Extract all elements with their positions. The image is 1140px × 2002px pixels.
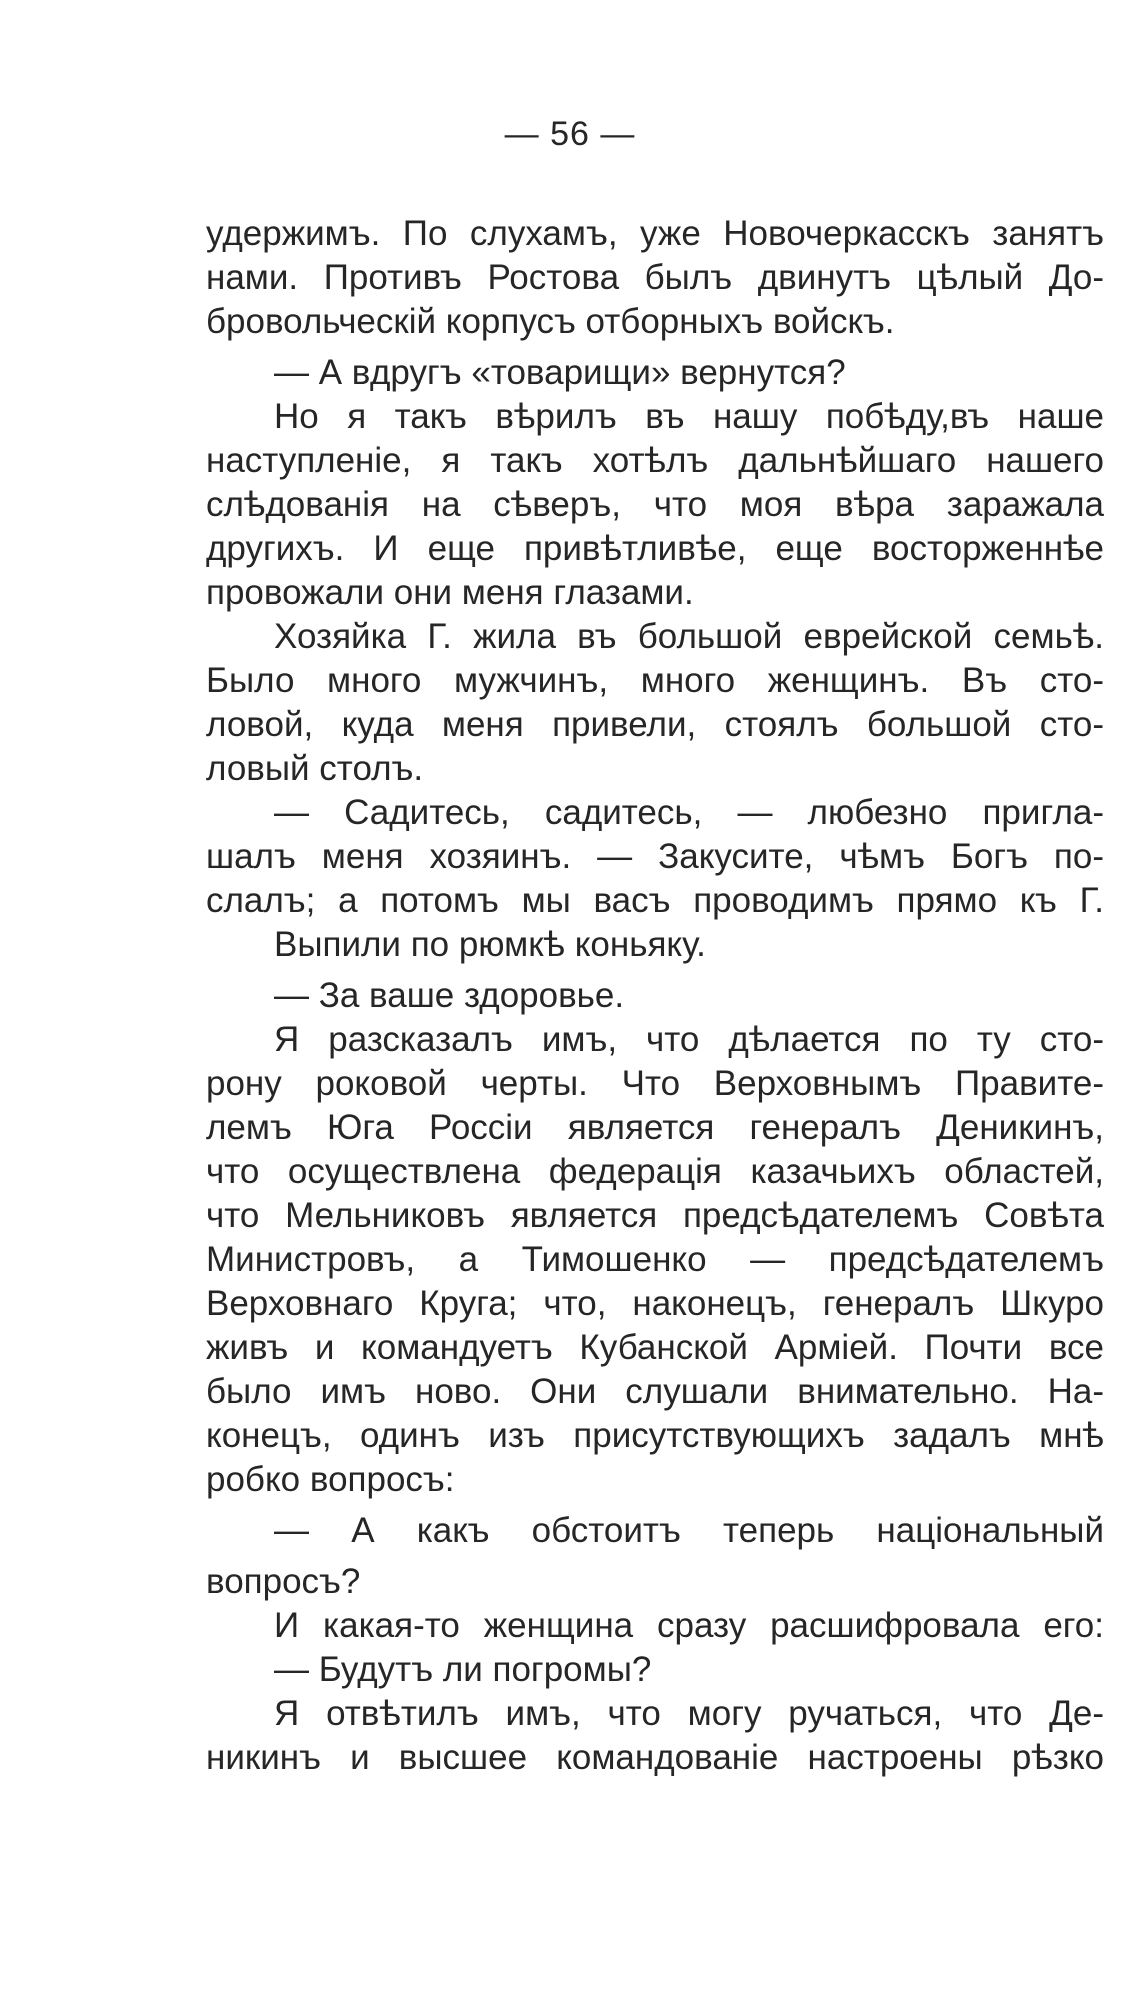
- text-line: никинъ и высшее командованіе настроены рѣзко: [206, 1738, 1104, 1777]
- body-text: [206, 212, 1104, 1780]
- text-line: наступленіе, я такъ хотѣлъ дальнѣйшаго нашего: [206, 441, 1104, 480]
- text-line: слѣдованія на сѣверъ, что моя вѣра заражала: [206, 485, 1104, 524]
- text-line: что Мельниковъ является предсѣдателемъ Совѣта: [206, 1196, 1104, 1235]
- text-line: Я отвѣтилъ имъ, что могу ручаться, что Де-: [274, 1694, 1104, 1733]
- text-line: — Садитесь, садитесь, — любезно пригла-: [274, 793, 1104, 832]
- text-line: вопросъ?: [206, 1562, 361, 1601]
- text-line: удержимъ. По слухамъ, уже Новочеркасскъ занятъ: [206, 214, 1104, 253]
- text-line: живъ и командуетъ Кубанской Арміей. Почти все: [206, 1328, 1104, 1367]
- text-line: ловый столъ.: [206, 749, 424, 788]
- text-line: Я разсказалъ имъ, что дѣлается по ту сто-: [274, 1020, 1104, 1059]
- text-line: нами. Противъ Ростова былъ двинутъ цѣлый До-: [206, 258, 1104, 297]
- text-line: Верховнаго Круга; что, наконецъ, генералъ Шкуро: [206, 1284, 1104, 1323]
- text-line: — Будутъ ли погромы?: [274, 1650, 652, 1689]
- text-line: провожали они меня глазами.: [206, 573, 694, 612]
- text-line: — А вдругъ «товарищи» вернутся?: [274, 353, 846, 392]
- text-line: — А какъ обстоитъ теперь національный: [274, 1511, 1104, 1550]
- text-line: ловой, куда меня привели, стоялъ большой сто-: [206, 705, 1104, 744]
- text-line: робко вопросъ:: [206, 1460, 455, 1499]
- text-line: было имъ ново. Они слушали внимательно. На-: [206, 1372, 1104, 1411]
- text-line: конецъ, одинъ изъ присутствующихъ задалъ мнѣ: [206, 1416, 1104, 1455]
- text-line: И какая-то женщина сразу расшифровала его:: [274, 1606, 1104, 1645]
- text-line: Хозяйка Г. жила въ большой еврейской семьѣ.: [274, 617, 1104, 656]
- text-line: слалъ; а потомъ мы васъ проводимъ прямо къ Г.: [206, 881, 1104, 920]
- text-line: Выпили по рюмкѣ коньяку.: [274, 925, 706, 964]
- text-line: бровольческій корпусъ отборныхъ войскъ.: [206, 302, 895, 341]
- page-number: — 56 —: [504, 115, 636, 153]
- text-line: Но я такъ вѣрилъ въ нашу побѣду,въ наше: [274, 397, 1104, 436]
- text-line: — За ваше здоровье.: [274, 976, 625, 1015]
- text-line: Было много мужчинъ, много женщинъ. Въ сто-: [206, 661, 1104, 700]
- text-line: рону роковой черты. Что Верховнымъ Правите-: [206, 1064, 1104, 1103]
- text-line: Министровъ, а Тимошенко — предсѣдателемъ: [206, 1240, 1104, 1279]
- text-line: что осуществлена федерація казачьихъ областей,: [206, 1152, 1104, 1191]
- text-line: лемъ Юга Россіи является генералъ Деникинъ,: [206, 1108, 1104, 1147]
- text-line: шалъ меня хозяинъ. — Закусите, чѣмъ Богъ по-: [206, 837, 1104, 876]
- text-line: другихъ. И еще привѣтливѣе, еще восторженнѣе: [206, 529, 1104, 568]
